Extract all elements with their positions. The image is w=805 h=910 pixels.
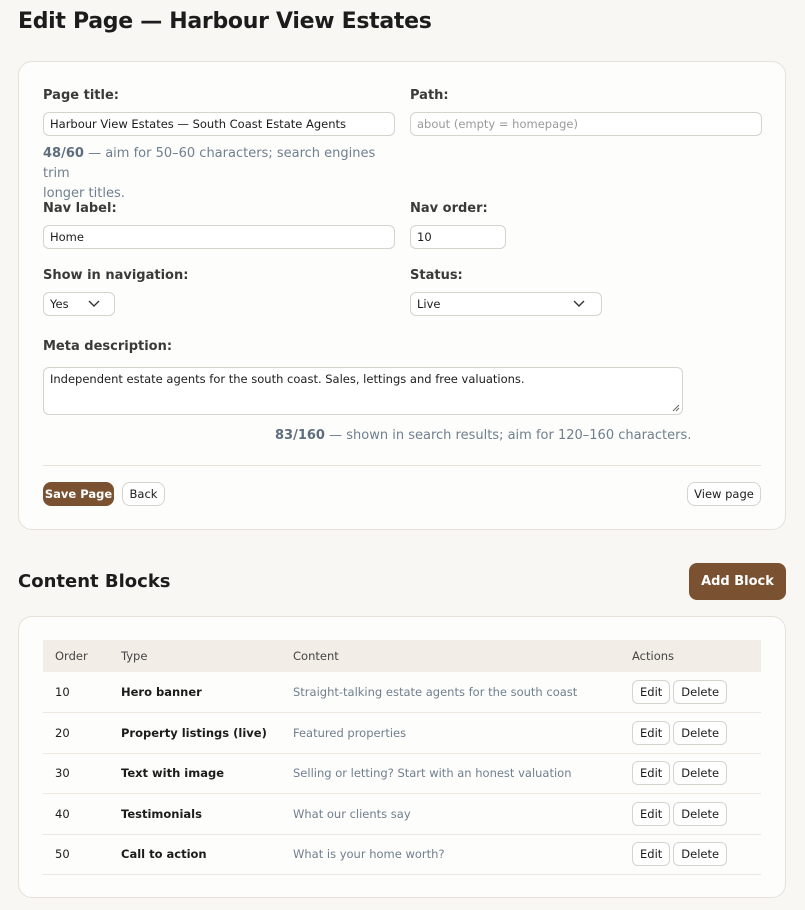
- block-order: 50: [43, 834, 109, 875]
- add-block-button[interactable]: Add Block: [689, 563, 786, 600]
- block-content: What is your home worth?: [281, 834, 620, 875]
- block-type: Property listings (live): [109, 713, 281, 754]
- table-header: [43, 640, 761, 672]
- block-content: What our clients say: [281, 794, 620, 835]
- block-content: Straight-talking estate agents for the south coast: [281, 672, 620, 713]
- meta-char-count: 83/160: [275, 428, 325, 443]
- chevron-down-icon: [88, 299, 100, 309]
- save-page-button[interactable]: Save Page: [43, 482, 114, 506]
- path-input[interactable]: about (empty = homepage): [410, 112, 762, 136]
- table-row: [43, 753, 761, 794]
- delete-button[interactable]: Delete: [673, 721, 727, 745]
- column-header-order: Order: [43, 640, 109, 672]
- page-title: Edit Page — Harbour View Estates: [18, 9, 432, 34]
- block-type: Text with image: [109, 753, 281, 794]
- delete-button[interactable]: Delete: [673, 802, 727, 826]
- content-blocks-card: [18, 616, 786, 898]
- block-type: Testimonials: [109, 794, 281, 835]
- delete-button[interactable]: Delete: [673, 680, 727, 704]
- divider: [43, 465, 761, 466]
- edit-button[interactable]: Edit: [632, 761, 670, 785]
- show-nav-select[interactable]: [43, 292, 115, 316]
- status-label: Status:: [410, 268, 463, 283]
- edit-button[interactable]: Edit: [632, 802, 670, 826]
- block-content: Selling or letting? Start with an honest valuation: [281, 753, 620, 794]
- title-length-hint: 48/60 — aim for 50–60 characters; search engines trim longer titles.: [43, 146, 376, 201]
- table-row: [43, 713, 761, 754]
- edit-button[interactable]: Edit: [632, 680, 670, 704]
- block-actions: [620, 794, 761, 835]
- status-value: Live: [417, 297, 441, 311]
- content-blocks-title: Content Blocks: [18, 571, 171, 592]
- edit-button[interactable]: Edit: [632, 721, 670, 745]
- nav-order-input[interactable]: 10: [410, 225, 506, 249]
- column-header-type: Type: [109, 640, 281, 672]
- nav-label-label: Nav label:: [43, 201, 117, 216]
- content-blocks-table: [43, 640, 761, 875]
- status-select[interactable]: [410, 292, 602, 316]
- column-header-actions: Actions: [620, 640, 761, 672]
- block-type: Call to action: [109, 834, 281, 875]
- title-char-count: 48/60: [43, 146, 84, 161]
- column-header-content: Content: [281, 640, 620, 672]
- nav-label-input[interactable]: Home: [43, 225, 395, 249]
- block-order: 40: [43, 794, 109, 835]
- meta-length-hint: 83/160 — shown in search results; aim for 120–160 characters.: [275, 428, 692, 443]
- block-order: 30: [43, 753, 109, 794]
- table-row: [43, 834, 761, 875]
- page-settings-card: [18, 61, 786, 530]
- table-row: [43, 794, 761, 835]
- resize-grip-icon[interactable]: [672, 404, 680, 412]
- delete-button[interactable]: Delete: [673, 761, 727, 785]
- block-content: Featured properties: [281, 713, 620, 754]
- block-actions: [620, 713, 761, 754]
- block-actions: [620, 753, 761, 794]
- show-nav-label: Show in navigation:: [43, 268, 189, 283]
- edit-button[interactable]: Edit: [632, 842, 670, 866]
- back-button[interactable]: Back: [122, 482, 165, 506]
- view-page-button[interactable]: View page: [687, 482, 761, 506]
- page-title-input[interactable]: Harbour View Estates — South Coast Estate Agents: [43, 112, 395, 136]
- block-actions: [620, 672, 761, 713]
- chevron-down-icon: [573, 299, 585, 309]
- delete-button[interactable]: Delete: [673, 842, 727, 866]
- nav-order-label: Nav order:: [410, 201, 488, 216]
- block-order: 10: [43, 672, 109, 713]
- meta-description-textarea[interactable]: Independent estate agents for the south coast. Sales, lettings and free valuations.: [43, 367, 683, 415]
- path-label: Path:: [410, 88, 449, 103]
- block-type: Hero banner: [109, 672, 281, 713]
- table-row: [43, 672, 761, 713]
- block-order: 20: [43, 713, 109, 754]
- meta-description-label: Meta description:: [43, 339, 173, 354]
- show-nav-value: Yes: [50, 297, 69, 311]
- page-title-label: Page title:: [43, 88, 119, 103]
- block-actions: [620, 834, 761, 875]
